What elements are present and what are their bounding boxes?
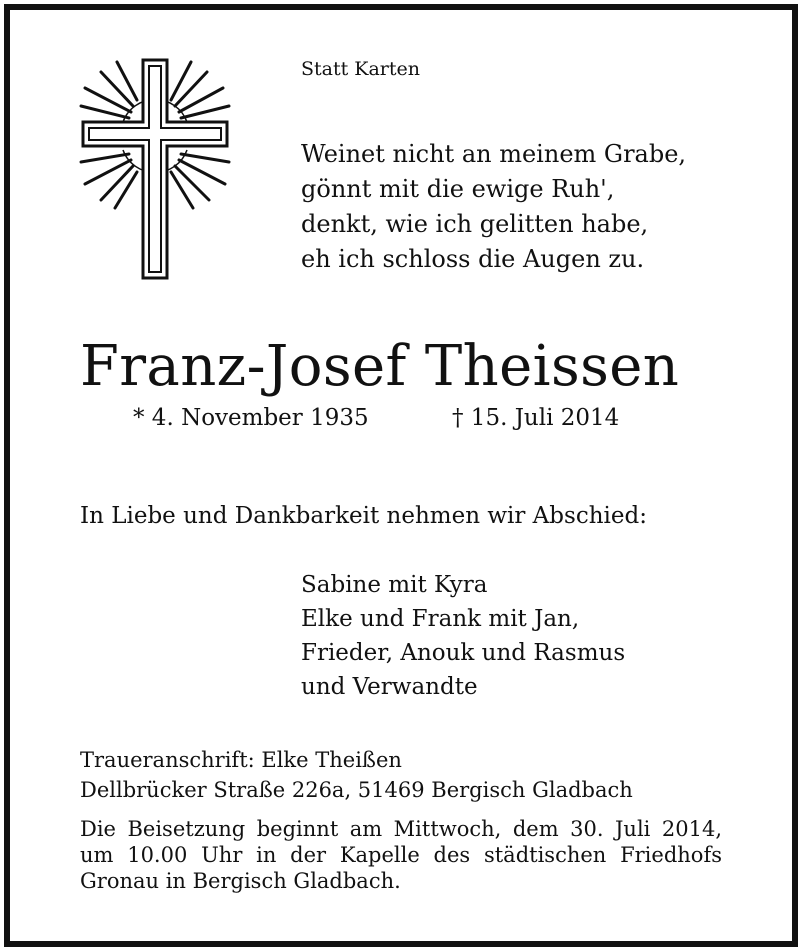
death-date: † 15. Juli 2014 (452, 405, 620, 431)
mourning-address (80, 745, 633, 805)
address-line: Traueranschrift: Elke Theißen (80, 748, 402, 772)
birth-date: * 4. November 1935 (133, 405, 369, 431)
mourner-line: Frieder, Anouk und Rasmus (301, 640, 626, 666)
poem-line: eh ich schloss die Augen zu. (301, 245, 645, 273)
poem-line: denkt, wie ich gelitten habe, (301, 210, 649, 238)
deceased-name: Franz-Josef Theissen (80, 334, 680, 399)
funeral-line: Gronau in Bergisch Gladbach. (80, 869, 401, 893)
mourners-list (301, 568, 625, 704)
poem (301, 137, 686, 277)
funeral-line: um 10.00 Uhr in der Kapelle des städtischen Friedhofs (80, 843, 722, 867)
mourner-line: und Verwandte (301, 674, 478, 700)
statt-karten-note: Statt Karten (301, 58, 421, 80)
poem-line: Weinet nicht an meinem Grabe, (301, 140, 687, 168)
funeral-notice (80, 816, 722, 894)
farewell-intro: In Liebe und Dankbarkeit nehmen wir Abschied: (80, 503, 647, 529)
mourner-line: Sabine mit Kyra (301, 572, 488, 598)
mourner-line: Elke und Frank mit Jan, (301, 606, 580, 632)
funeral-line: Die Beisetzung beginnt am Mittwoch, dem 30. Juli 2014, (80, 817, 722, 841)
poem-line: gönnt mit die ewige Ruh', (301, 175, 615, 203)
cross-with-rays-icon (75, 50, 235, 286)
address-line: Dellbrücker Straße 226a, 51469 Bergisch Gladbach (80, 778, 633, 802)
